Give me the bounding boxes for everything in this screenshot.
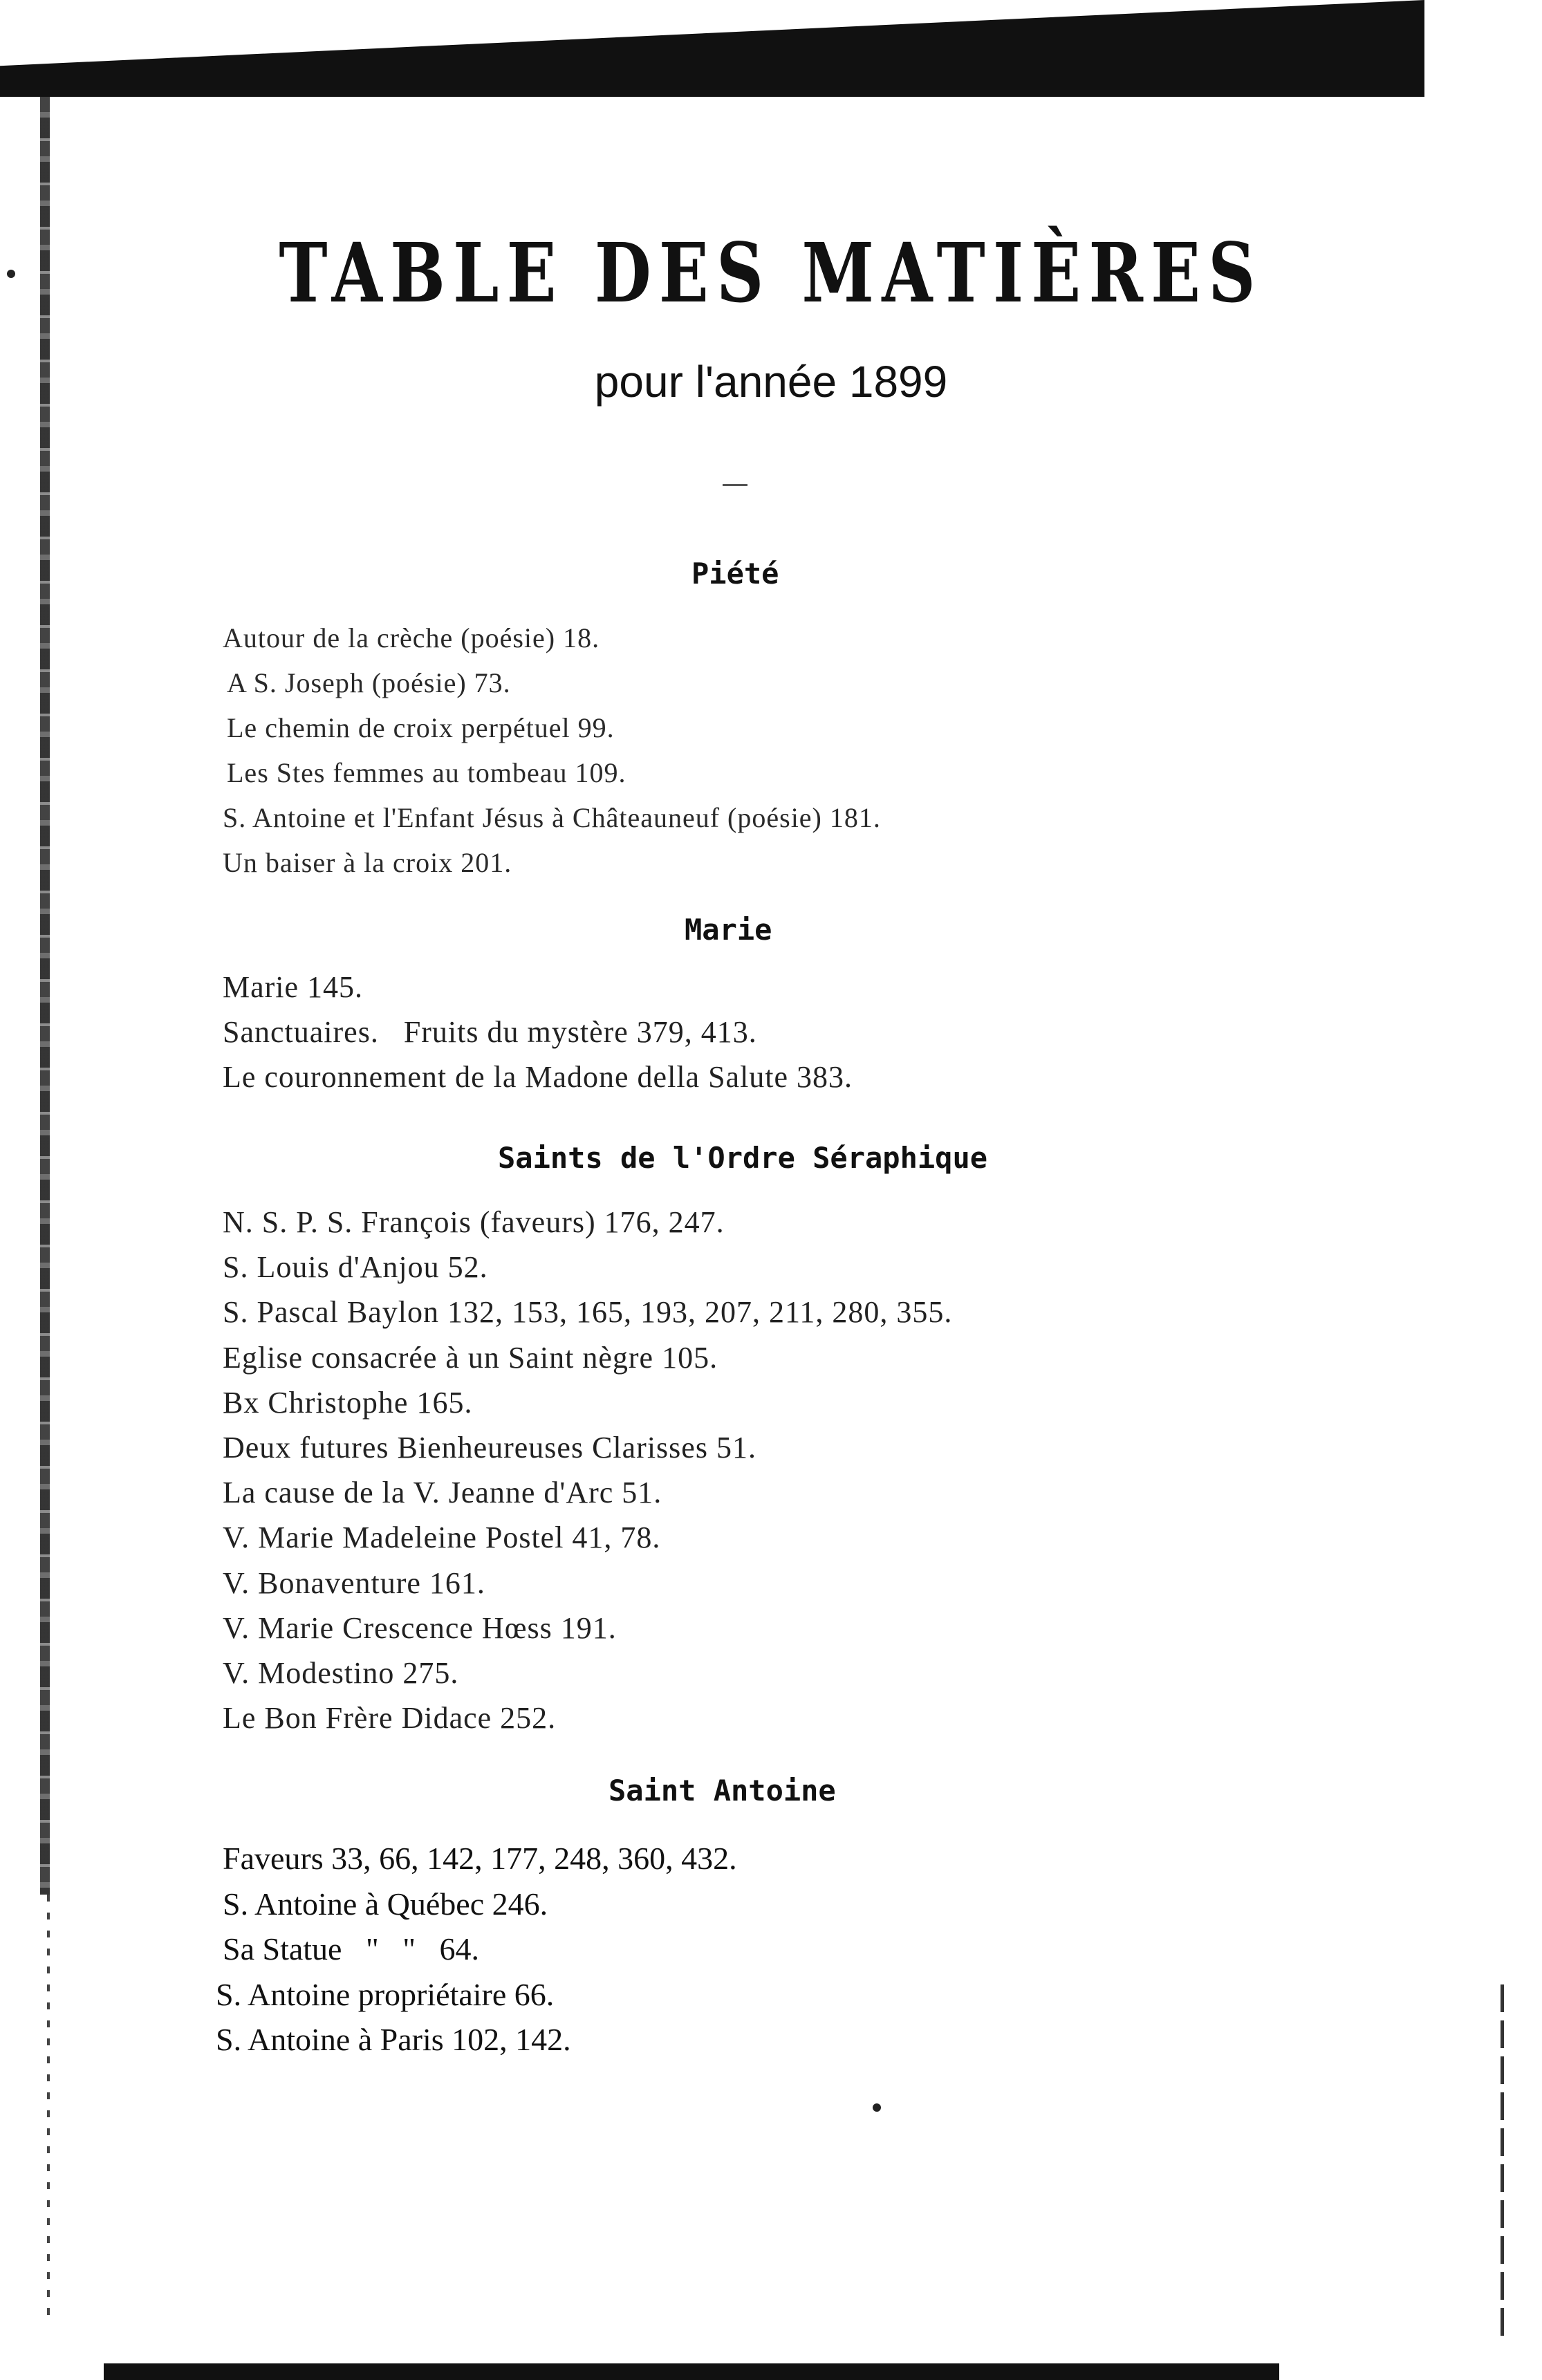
toc-entry: V. Modestino 275. [223,1656,459,1691]
scan-right-mark [1501,1984,1504,2344]
toc-entry: N. S. P. S. François (faveurs) 176, 247. [223,1205,725,1239]
toc-entry: A S. Joseph (poésie) 73. [227,667,511,698]
section-heading-saint-antoine: Saint Antoine [609,1774,836,1807]
section-heading-marie: Marie [685,913,772,947]
toc-entry: Sa Statue " " 64. [223,1931,480,1967]
toc-entry: S. Antoine et l'Enfant Jésus à Châteauneuf (poésie) 181. [223,802,881,833]
toc-entry: S. Antoine à Québec 246. [223,1886,548,1922]
toc-entry: Les Stes femmes au tombeau 109. [227,757,626,788]
section-heading-piete: Piété [691,557,779,591]
entry-list-marie [223,965,853,1100]
toc-entry: Un baiser à la croix 201. [223,847,512,878]
toc-entry: S. Antoine propriétaire 66. [216,1976,555,2012]
entry-list-saint-antoine [216,1836,737,2063]
scan-speck [873,2103,881,2112]
page-title: TABLE DES MATIÈRES [279,225,1263,321]
toc-entry: S. Antoine à Paris 102, 142. [216,2022,571,2057]
toc-entry: Le chemin de croix perpétuel 99. [227,712,615,743]
toc-entry: S. Louis d'Anjou 52. [223,1250,488,1285]
toc-entry: Marie 145. [223,970,364,1004]
divider-mark [723,484,747,486]
toc-entry: Bx Christophe 165. [223,1385,473,1420]
scan-speck [7,270,15,278]
toc-entry: Le Bon Frère Didace 252. [223,1701,557,1736]
section-heading-saints: Saints de l'Ordre Séraphique [498,1141,988,1175]
toc-entry: V. Marie Madeleine Postel 41, 78. [223,1521,661,1555]
toc-entry: Faveurs 33, 66, 142, 177, 248, 360, 432. [223,1841,737,1876]
toc-entry: V. Marie Crescence Hœss 191. [223,1610,617,1645]
toc-entry: Eglise consacrée à un Saint nègre 105. [223,1340,718,1375]
toc-entry: Le couronnement de la Madone della Salute 383. [223,1060,853,1095]
scan-bottom-border [104,2363,1279,2380]
toc-entry: Autour de la crèche (poésie) 18. [223,622,600,653]
scan-left-border-lower [47,1895,50,2323]
toc-entry: S. Pascal Baylon 132, 153, 165, 193, 207, 211, 280, 355. [223,1295,953,1330]
toc-entry: Sanctuaires. Fruits du mystère 379, 413. [223,1015,757,1050]
entry-list-piete [223,615,881,885]
toc-entry: V. Bonaventure 161. [223,1565,485,1600]
toc-entry: La cause de la V. Jeanne d'Arc 51. [223,1476,662,1510]
page-subtitle: pour l'année 1899 [594,357,948,407]
toc-entry: Deux futures Bienheureuses Clarisses 51. [223,1431,756,1465]
entry-list-saints [223,1200,952,1740]
